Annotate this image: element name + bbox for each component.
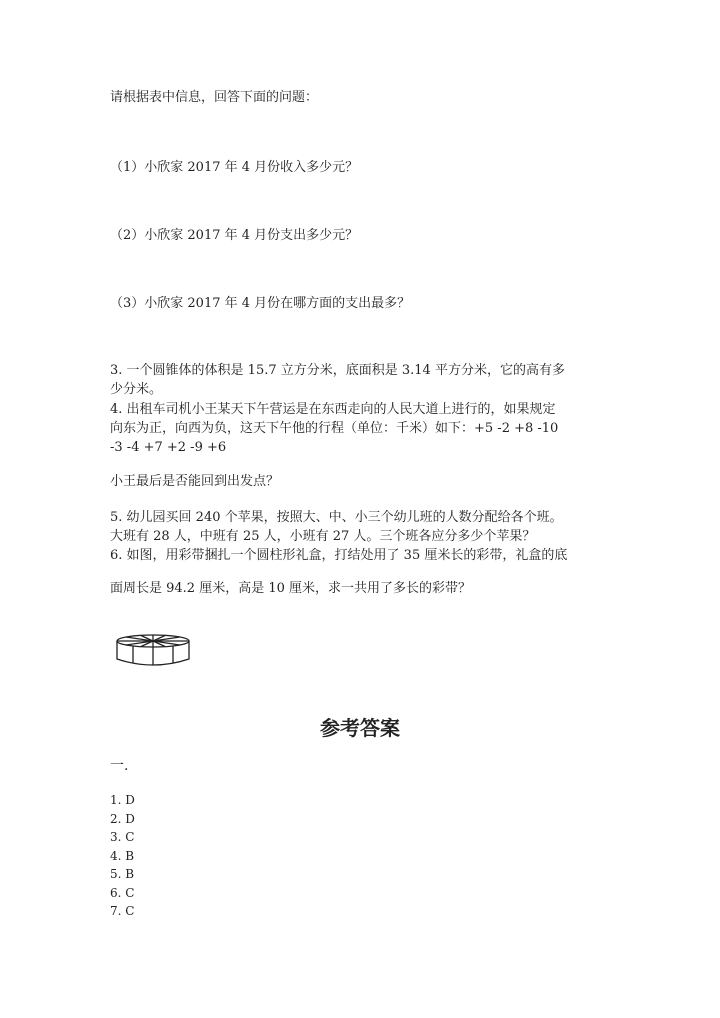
question-3: （3）小欣家 2017 年 4 月份在哪方面的支出最多？ [110,296,411,311]
answer-section-label: 一. [110,758,129,774]
answer-item: 4. B [110,848,135,863]
problem-3-line-1: 3. 一个圆锥体的体积是 15.7 立方分米，底面积是 3.14 平方分米，它的高有多 [110,363,565,378]
problem-6-line-2: 面周长是 94.2 厘米，高是 10 厘米，求一共用了多长的彩带？ [110,581,472,596]
problem-4-line-3: -3 -4 +7 +2 -9 +6 [110,440,227,455]
answer-item: 1. D [110,793,135,807]
problem-6-line-1: 6. 如图，用彩带捆扎一个圆柱形礼盒，打结处用了 35 厘米长的彩带，礼盒的底 [110,548,568,563]
answer-list [110,791,135,921]
problem-5-line-2: 大班有 28 人，中班有 25 人，小班有 27 人。三个班各应分多少个苹果？ [110,529,536,544]
problem-4-line-1: 4. 出租车司机小王某天下午营运是在东西走向的人民大道上进行的，如果规定 [110,402,556,417]
answer-item: 7. C [110,904,135,918]
problem-3-line-2: 少分米。 [110,382,163,397]
intro-text: 请根据表中信息，回答下面的问题： [110,90,319,105]
answer-item: 5. B [110,867,135,881]
answer-item: 3. C [110,830,135,844]
problem-5-line-1: 5. 幼儿园买回 240 个苹果，按照大、中、小三个幼儿班的人数分配给各个班。 [110,510,563,525]
problem-4-line-2: 向东为正，向西为负，这天下午他的行程（单位：千米）如下：+5 -2 +8 -10 [110,421,559,436]
answer-item: 6. C [110,885,135,900]
gift-box-cylinder-figure [113,631,193,671]
answer-key-title: 参考答案 [320,716,400,740]
answer-item: 2. D [110,811,135,826]
problem-4-question: 小王最后是否能回到出发点？ [110,474,280,489]
question-1: （1）小欣家 2017 年 4 月份收入多少元？ [110,160,359,175]
question-2: （2）小欣家 2017 年 4 月份支出多少元？ [110,228,359,243]
